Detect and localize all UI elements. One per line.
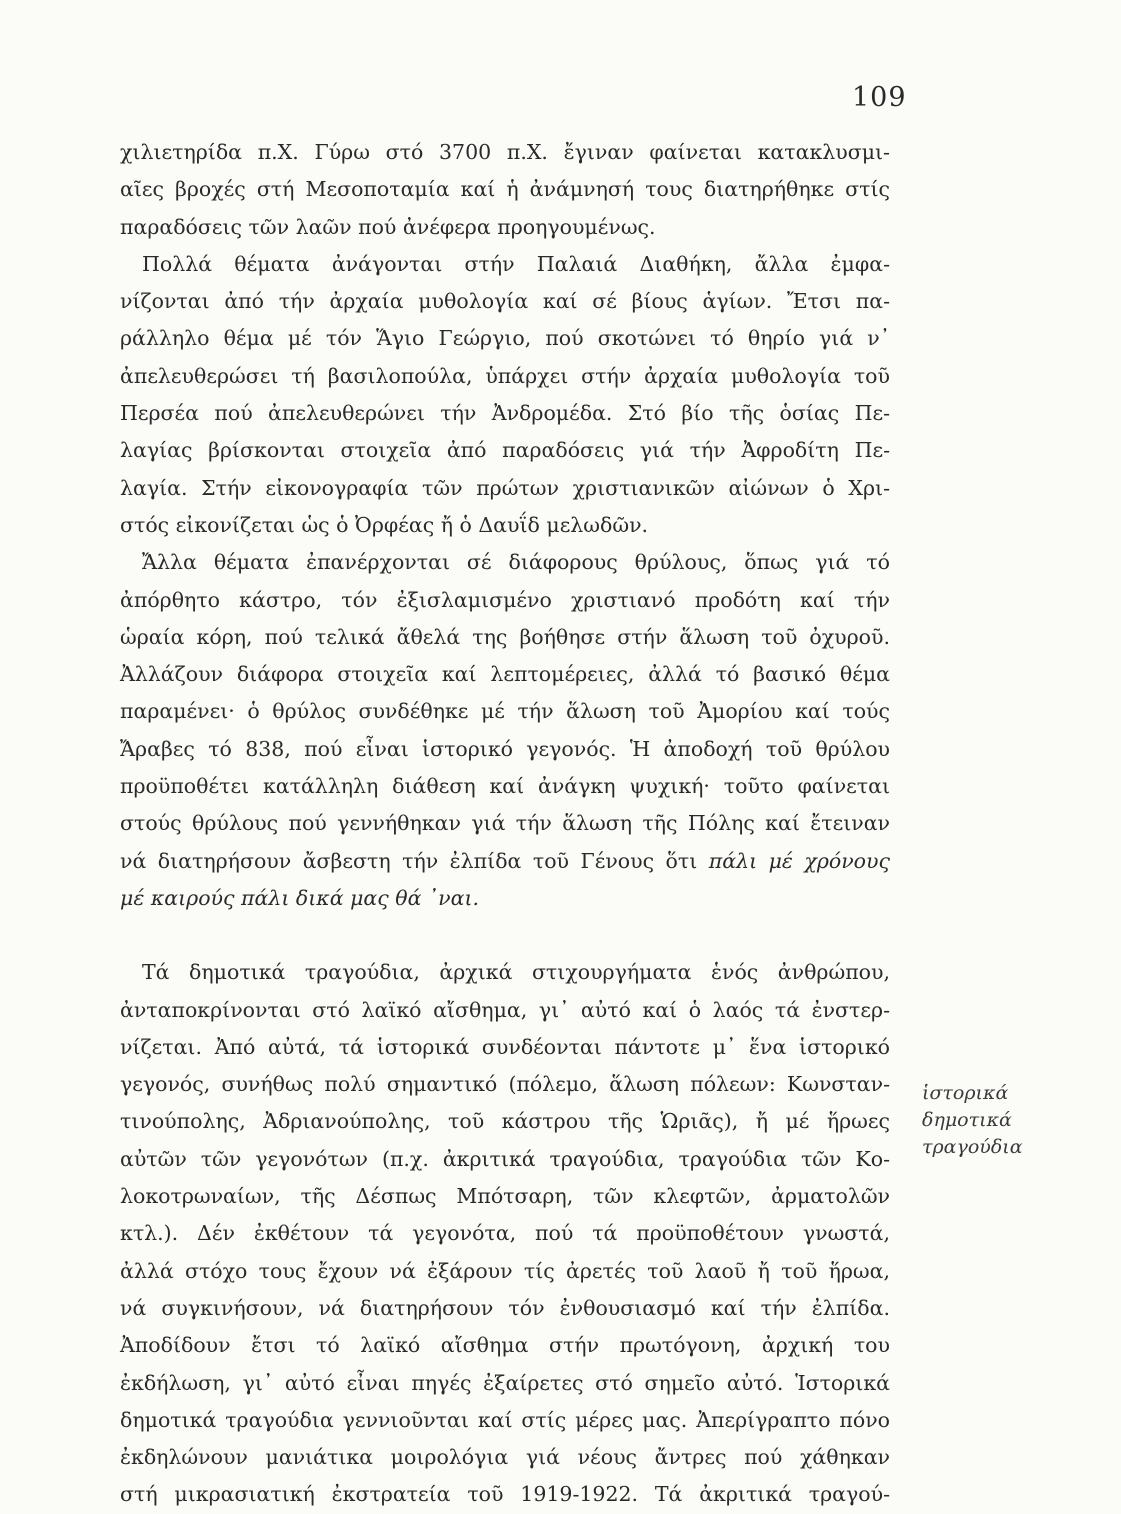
text-line: νίζονται ἀπό τήν ἀρχαία μυθολογία καί σέ βίους ἁγίων. Ἔτσι πα- — [120, 289, 890, 314]
text-line: Περσέα πού ἀπελευθερώνει τήν Ἀνδρομέδα. Στό βίο τῆς ὁσίας Πε- — [120, 401, 890, 426]
text-line: Ἄλλα θέματα ἐπανέρχονται σέ διάφορους θρύλους, ὅπως γιά τό — [142, 550, 890, 575]
text-line: Πολλά θέματα ἀνάγονται στήν Παλαιά Διαθήκη, ἄλλα ἐμφα- — [142, 251, 890, 276]
text-line: παραμένει· ὁ θρύλος συνδέθηκε μέ τήν ἅλωση τοῦ Ἀμορίου καί τούς — [120, 699, 890, 724]
page-number: 109 — [852, 82, 907, 113]
text-line: αῖες βροχές στή Μεσοποταμία καί ἡ ἀνάμνησή τους διατηρήθηκε στίς — [120, 177, 890, 202]
text-line: ἀπόρθητο κάστρο, τόν ἐξισλαμισμένο χριστιανό προδότη καί τήν — [120, 587, 890, 612]
paragraph-gap — [120, 917, 890, 954]
text-line: Τά δημοτικά τραγούδια, ἀρχικά στιχουργήματα ἑνός ἀνθρώπου, — [142, 960, 890, 985]
margin-note-line: δημοτικά — [922, 1109, 1012, 1131]
text-line: λαγίας βρίσκονται στοιχεῖα ἀπό παραδόσεις γιά τήν Ἀφροδίτη Πε- — [120, 438, 890, 463]
text-line: λαγία. Στήν εἰκονογραφία τῶν πρώτων χριστιανικῶν αἰώνων ὁ Χρι- — [120, 475, 890, 500]
text-line: τινούπολης, Ἀδριανούπολης, τοῦ κάστρου τῆς Ὡριᾶς), ἤ μέ ἥρωες — [120, 1109, 890, 1134]
text-line: ὡραία κόρη, πού τελικά ἄθελά της βοήθησε στήν ἅλωση τοῦ ὀχυροῦ. — [120, 624, 890, 649]
text-line: παραδόσεις τῶν λαῶν πού ἀνέφερα προηγουμένως. — [120, 214, 656, 239]
text-line: λοκοτρωναίων, τῆς Δέσπως Μπότσαρη, τῶν κλεφτῶν, ἀρματολῶν — [120, 1184, 890, 1209]
text-line: νίζεται. Ἀπό αὐτά, τά ἱστορικά συνδέονται πάντοτε μ᾽ ἕνα ἱστορικό — [120, 1034, 890, 1059]
text-line: κτλ.). Δέν ἐκθέτουν τά γεγονότα, πού τά προϋποθέτουν γνωστά, — [120, 1221, 890, 1246]
text-line: ἀπελευθερώσει τή βασιλοπούλα, ὑπάρχει στήν ἀρχαία μυθολογία τοῦ — [120, 363, 890, 388]
body-text — [120, 134, 890, 1514]
text-line: προϋποθέτει κατάλληλη διάθεση καί ἀνάγκη ψυχική· τοῦτο φαίνεται — [120, 774, 890, 799]
text-line: νά συγκινήσουν, νά διατηρήσουν τόν ἐνθουσιασμό καί τήν ἐλπίδα. — [120, 1295, 890, 1320]
margin-note-line: ἱστορικά — [922, 1082, 1009, 1104]
text-line: στός εἰκονίζεται ὡς ὁ Ὀρφέας ἤ ὁ Δαυΐδ μελωδῶν. — [120, 512, 649, 537]
text-line: χιλιετηρίδα π.Χ. Γύρω στό 3700 π.Χ. ἔγιναν φαίνεται κατακλυσμι- — [120, 140, 890, 164]
text-line: Ἀλλάζουν διάφορα στοιχεῖα καί λεπτομέρειες, ἀλλά τό βασικό θέμα — [120, 662, 890, 687]
margin-note-line: τραγούδια — [922, 1136, 1023, 1158]
text-line: δημοτικά τραγούδια γεννιοῦνται καί στίς μέρες μας. Ἀπερίγραπτο πόνο — [120, 1407, 890, 1432]
text-line: γεγονός, συνήθως πολύ σημαντικό (πόλεμο, ἅλωση πόλεων: Κωνσταν- — [120, 1072, 890, 1097]
text-line: στή μικρασιατική ἐκστρατεία τοῦ 1919-1922. Τά ἀκριτικά τραγού- — [120, 1482, 890, 1507]
text-line: ἐκδήλωση, γι᾽ αὐτό εἶναι πηγές ἐξαίρετες στό σημεῖο αὐτό. Ἱστορικά — [120, 1370, 890, 1395]
text-line: αὐτῶν τῶν γεγονότων (π.χ. ἀκριτικά τραγούδια, τραγούδια τῶν Κο- — [120, 1146, 890, 1171]
text-line: μέ καιρούς πάλι δικά μας θά ᾽ναι. — [120, 885, 480, 910]
italic-phrase: πάλι μέ χρόνους — [708, 848, 890, 873]
text-line — [120, 843, 890, 880]
text-line: Ἄραβες τό 838, πού εἶναι ἱστορικό γεγονός. Ἡ ἀποδοχή τοῦ θρύλου — [120, 736, 890, 761]
text-line: στούς θρύλους πού γεννήθηκαν γιά τήν ἅλωση τῆς Πόλης καί ἔτειναν — [120, 811, 890, 836]
text-line: ἀλλά στόχο τους ἔχουν νά ἐξάρουν τίς ἀρετές τοῦ λαοῦ ἤ τοῦ ἥρωα, — [120, 1258, 890, 1283]
text-line: ἀνταποκρίνονται στό λαϊκό αἴσθημα, γι᾽ αὐτό καί ὁ λαός τά ἐνστερ- — [120, 997, 890, 1022]
text-line: Ἀποδίδουν ἔτσι τό λαϊκό αἴσθημα στήν πρωτόγονη, ἀρχική του — [120, 1333, 890, 1358]
margin-note — [922, 1080, 1023, 1161]
text-line: ἐκδηλώνουν μανιάτικα μοιρολόγια γιά νέους ἄντρες πού χάθηκαν — [120, 1445, 890, 1470]
text-line-start: νά διατηρήσουν ἄσβεστη τήν ἐλπίδα τοῦ Γένους ὅτι — [120, 848, 698, 873]
text-line: ράλληλο θέμα μέ τόν Ἅγιο Γεώργιο, πού σκοτώνει τό θηρίο γιά ν᾽ — [120, 326, 890, 351]
